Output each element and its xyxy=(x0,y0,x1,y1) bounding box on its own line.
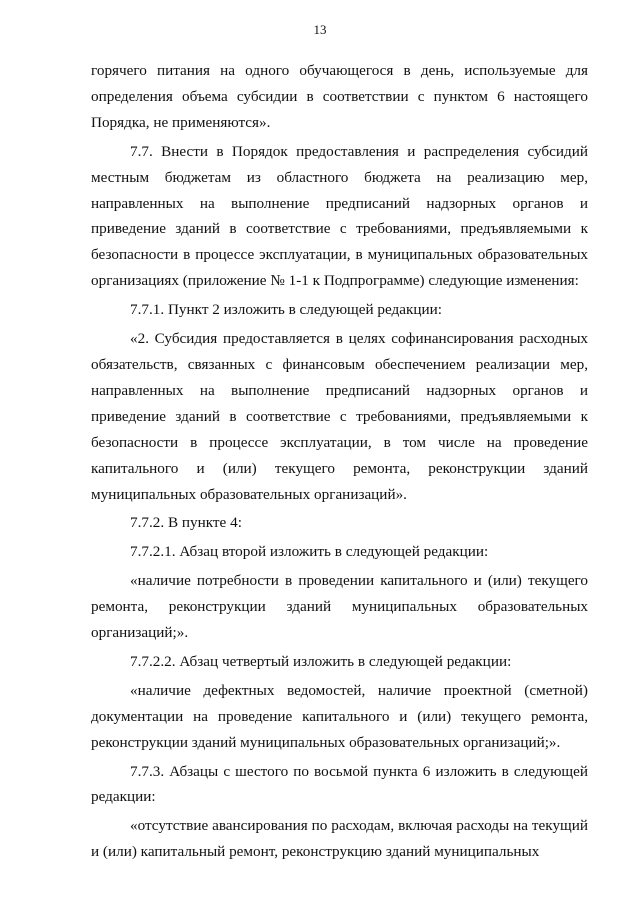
paragraph-quote-repair-need: «наличие потребности в проведении капитального и (или) текущего ремонта, реконструкции зданий муниципальных образовательных организаций;». xyxy=(91,572,588,642)
paragraph-quote-no-advance: «отсутствие авансирования по расходам, включая расходы на текущий и (или) капитальный ремонт, реконструкцию зданий муниципальных xyxy=(91,817,588,861)
paragraph-continuation: горячего питания на одного обучающегося в день, используемые для определения объема субсидии в соответствии с пунктом 6 настоящего Порядка, не применяются». xyxy=(91,62,588,131)
page-number: 13 xyxy=(313,22,327,37)
paragraph-7-7-2: 7.7.2. В пункте 4: xyxy=(130,514,242,532)
paragraph-7-7-2-2: 7.7.2.2. Абзац четвертый изложить в следующей редакции: xyxy=(130,652,512,670)
paragraph-quote-defect-lists: «наличие дефектных ведомостей, наличие проектной (сметной) документации на проведение капитального и (или) текущего ремонта, реконструкции зданий муниципальных образовательных организаций;». xyxy=(91,681,588,751)
paragraph-7-7-1: 7.7.1. Пункт 2 изложить в следующей редакции: xyxy=(130,301,443,319)
paragraph-7-7-2-1: 7.7.2.1. Абзац второй изложить в следующей редакции: xyxy=(130,543,489,561)
paragraph-clause-2: «2. Субсидия предоставляется в целях софинансирования расходных обязательств, связанных с финансовым обеспечением реализации мер, направленных на выполнение предписаний надзорных органов и приведение зданий в соответствие с требованиями, предъявляемыми к безопасности в процессе эксплуатации, в том числе на проведение капитального и (или) текущего ремонта, реконструкции зданий муниципальных образовательных организаций». xyxy=(91,330,588,503)
paragraph-7-7: 7.7. Внести в Порядок предоставления и распределения субсидий местным бюджетам из областного бюджета на реализацию мер, направленных на выполнение предписаний надзорных органов и приведение зданий в соответствие с требованиями, предъявляемыми к безопасности в процессе эксплуатации, в муниципальных образовательных организациях (приложение № 1-1 к Подпрограмме) следующие изменения: xyxy=(91,142,588,290)
document-body xyxy=(91,58,588,865)
paragraph-7-7-3: 7.7.3. Абзацы с шестого по восьмой пункта 6 изложить в следующей редакции: xyxy=(91,762,588,806)
